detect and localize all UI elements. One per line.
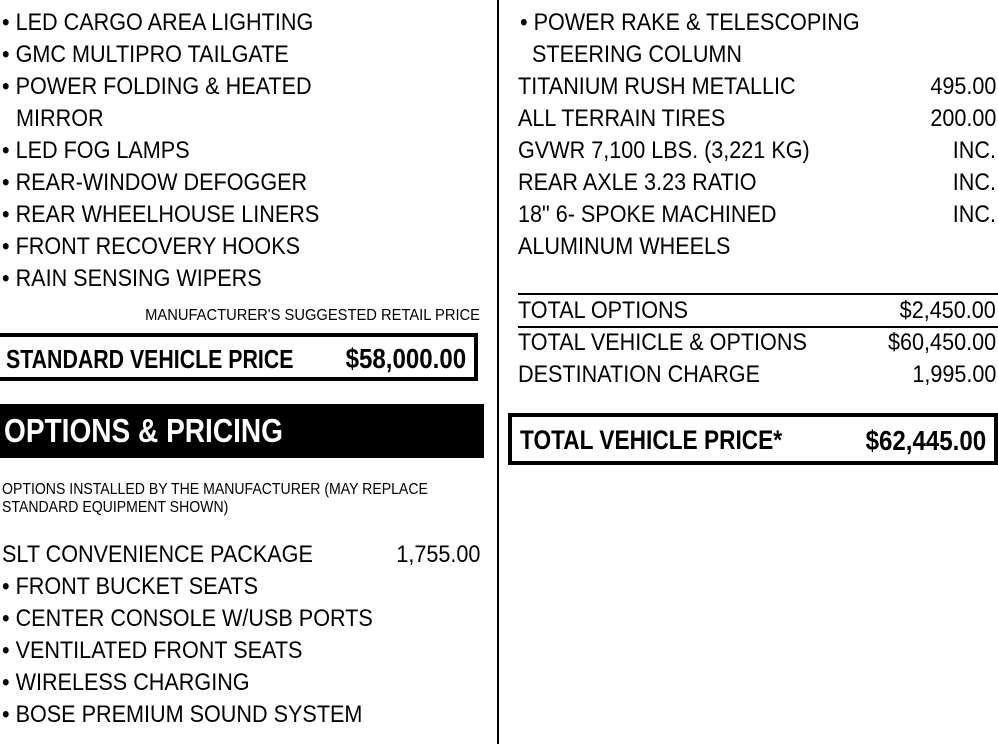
option-name: REAR AXLE 3.23 RATIO <box>518 169 757 196</box>
option-price: 495.00 <box>929 73 996 100</box>
equipment-item: • LED FOG LAMPS <box>2 136 190 166</box>
total-vehicle-price-box <box>508 413 998 465</box>
totals-rule <box>518 293 998 295</box>
package-item: • BOSE PREMIUM SOUND SYSTEM <box>2 700 362 730</box>
total-label: TOTAL OPTIONS <box>518 297 689 324</box>
option-price: INC. <box>952 201 996 228</box>
package-name: SLT CONVENIENCE PACKAGE <box>2 541 313 568</box>
option-price: 200.00 <box>929 105 996 132</box>
right-column <box>508 0 998 744</box>
total-vehicle-price-label: TOTAL VEHICLE PRICE* <box>520 425 783 455</box>
left-column <box>0 0 484 744</box>
option-name: 18" 6- SPOKE MACHINED <box>518 201 777 228</box>
total-value: $2,450.00 <box>899 297 996 324</box>
options-pricing-title: OPTIONS & PRICING <box>4 412 283 449</box>
package-item-continued: STEERING COLUMN <box>532 41 743 68</box>
standard-vehicle-price-label: STANDARD VEHICLE PRICE <box>6 344 294 374</box>
standard-vehicle-price-box <box>0 333 478 381</box>
msrp-note: MANUFACTURER'S SUGGESTED RETAIL PRICE <box>145 307 480 324</box>
package-item: • VENTILATED FRONT SEATS <box>2 636 302 666</box>
equipment-item-continued: MIRROR <box>16 105 104 132</box>
option-name: ALL TERRAIN TIRES <box>518 105 726 132</box>
standard-vehicle-price-value: $58,000.00 <box>345 343 466 374</box>
package-item: • CENTER CONSOLE W/USB PORTS <box>2 604 373 634</box>
package-price: 1,755.00 <box>395 541 480 568</box>
total-value: $60,450.00 <box>887 329 996 356</box>
package-item: • WIRELESS CHARGING <box>2 668 250 698</box>
option-price: INC. <box>952 137 996 164</box>
column-divider <box>497 0 499 744</box>
equipment-item: • FRONT RECOVERY HOOKS <box>2 232 300 262</box>
equipment-item: • LED CARGO AREA LIGHTING <box>2 8 313 38</box>
equipment-item: • POWER FOLDING & HEATED <box>2 72 312 102</box>
total-label: DESTINATION CHARGE <box>518 361 761 388</box>
option-name: GVWR 7,100 LBS. (3,221 KG) <box>518 137 810 164</box>
options-note: OPTIONS INSTALLED BY THE MANUFACTURER (MAY REPLACE STANDARD EQUIPMENT SHOWN) <box>2 481 428 516</box>
option-name: TITANIUM RUSH METALLIC <box>518 73 796 100</box>
equipment-item: • REAR WHEELHOUSE LINERS <box>2 200 319 230</box>
equipment-item: • REAR-WINDOW DEFOGGER <box>2 168 307 198</box>
option-name: ALUMINUM WHEELS <box>518 233 731 260</box>
total-label: TOTAL VEHICLE & OPTIONS <box>518 329 807 356</box>
total-vehicle-price-value: $62,445.00 <box>865 425 986 456</box>
equipment-item: • RAIN SENSING WIPERS <box>2 264 262 294</box>
option-price: INC. <box>952 169 996 196</box>
package-item: • POWER RAKE & TELESCOPING <box>520 8 860 38</box>
options-pricing-header <box>0 404 484 458</box>
total-value: 1,995.00 <box>911 361 996 388</box>
equipment-item: • GMC MULTIPRO TAILGATE <box>2 40 289 70</box>
package-item: • FRONT BUCKET SEATS <box>2 572 258 602</box>
